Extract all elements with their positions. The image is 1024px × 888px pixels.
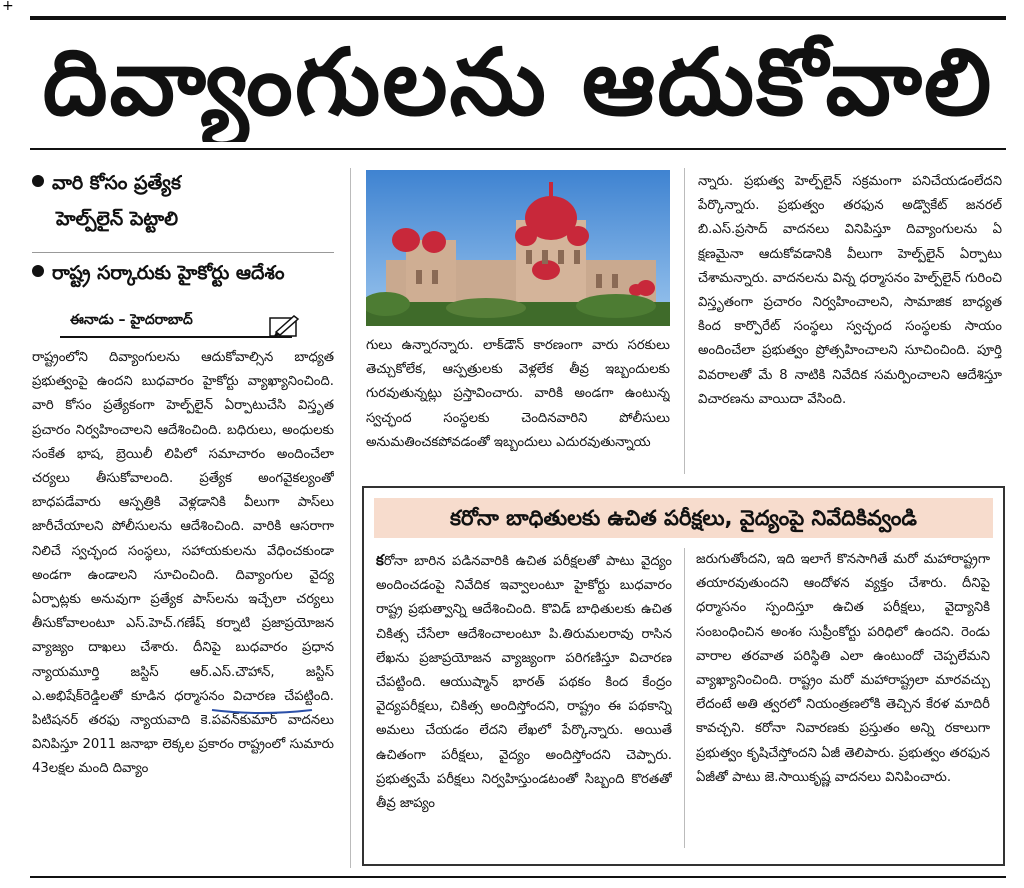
bullet-dot: [32, 265, 44, 277]
top-rule: [30, 16, 1006, 20]
bullet-divider: [32, 252, 334, 253]
bullet-1: [32, 172, 181, 199]
article-column-2: [366, 334, 670, 474]
sub-article-title: కరోనా బాధితులకు ఉచిత పరీక్షలు, వైద్యంపై నివేదికివ్వండి: [374, 498, 993, 538]
bullet-1-cont-text: హెల్ప్‌లైన్ పెట్టాలి: [56, 208, 179, 230]
pen-icon: [268, 314, 302, 338]
crop-mark: +: [2, 0, 14, 14]
sub-article-box: [362, 486, 1005, 866]
byline-underline: [60, 336, 292, 338]
sub-article-column-1-text: [376, 548, 672, 816]
sub-article-column-2-text: జరుగుతోందని, ఇది ఇలాగే కొనసాగితే మరో మహారాష్ట్రగా తయారవుతుందని ఆందోళన వ్యక్తం చేశారు. దీనిపై ధర్మాసనం స్పందిస్తూ ఉచిత పరీక్షలు, వైద్యానికి సంబంధించిన అంశం సుప్రీంకోర్టు పరిధిలో ఉందని. రెండు వారాల తరవాత పరిస్థితి ఎలా ఉంటుందో చెప్పలేమని వ్యాఖ్యానించింది. రాష్ట్రం మరో మహారాష్ట్రలా మారవచ్చు లేదంటే అతి త్వరలో నియంత్రణలోకి తెచ్చిన కేరళ మాదిరీ కావచ్చని. కరోనా నివారణకు ప్రస్తుతం అన్ని రకాలుగా ప్రభుత్వం కృషిచేస్తోందని ఏజీ తెలిపారు. ప్రభుత్వం తరఫున ఏజీతో పాటు జె.సాయికృష్ణ వాదనలు వినిపించారు.: [696, 552, 990, 785]
bottom-rule: [30, 876, 1006, 878]
sub-article-column-1-body: రోనా బారిన పడినవారికి ఉచిత పరీక్షలతో పాటు వైద్యం అందించడంపై నివేదిక ఇవ్వాలంటూ హైకోర్టు బుధవారం రాష్ట్ర ప్రభుత్వాన్ని ఆదేశించింది. కొవిడ్ బాధితులకు ఉచిత చికిత్స చేసేలా ఆదేశించాలంటూ పి.తిరుమలరావు రాసిన లేఖను ప్రజాప్రయోజన వ్యాజ్యంగా పరిగణిస్తూ విచారణ చేపట్టింది. ఆయుష్మాన్ భారత్ పథకం కింద కేంద్రం వైద్యపరీక్షలు, చికిత్స అందిస్తోందని, రాష్ట్రం ఈ పథకాన్ని అమలు చేయడం లేదని లేఖలో పేర్కొన్నారు. అయితే ఉచితంగా పరీక్షలు, వైద్యం అందిస్తోందని చెప్పారు. ప్రభుత్వమే పరీక్షలు నిర్వహిస్తుండటంతో సిబ్బంది కొరతతో తీవ్ర జాప్యం: [376, 554, 672, 812]
sub-article-column-2: [696, 548, 990, 860]
bullet-2: [32, 262, 285, 289]
bullet-2-text: రాష్ట్ర సర్కారుకు హైకోర్టు ఆదేశం: [52, 262, 285, 284]
drop-cap: క: [376, 551, 384, 569]
article-column-3-text: న్నారు. ప్రభుత్వ హెల్ప్‌లైన్ సక్రమంగా పనిచేయడంలేదని పేర్కొన్నారు. ప్రభుత్వం తరఫున అడ్వొకేట్ జనరల్ బి.ఎస్.ప్రసాద్ వాదనలు వినిపిస్తూ దివ్యాంగులను ఏ క్షణమైనా ఆదుకోవడానికి వీలుగా హెల్ప్‌లైన్ ఏర్పాటు చేశామన్నారు. వాదనలను విన్న ధర్మాసనం హెల్ప్‌లైన్ గురించి విస్తృతంగా ప్రచారం నిర్వహించాలని, సామాజిక బాధ్యత కింద కార్పొరేట్ సంస్థలు స్వచ్ఛంద సంస్థలకు సాయం అందించేలా ప్రభుత్వం ప్రోత్సహించాలని సూచించింది. పూర్తి వివరాలతో మే 8 నాటికి నివేదిక సమర్పించాలని ఆదేశిస్తూ విచారణను వాయిదా వేసింది.: [698, 174, 1002, 407]
high-court-photo: [366, 170, 670, 326]
article-column-1-text: రాష్ట్రంలోని దివ్యాంగులను ఆదుకోవాల్సిన బాధ్యత ప్రభుత్వంపై ఉందని బుధవారం హైకోర్టు వ్యాఖ్యానించింది. వారి కోసం ప్రత్యేకంగా హెల్ప్‌లైన్ ఏర్పాటుచేసి విస్తృత ప్రచారం నిర్వహించాలని ఆదేశించింది. బధిరులు, అంధులకు సంకేత భాష, బ్రెయిలీ లిపిలో సమాచారం అందించేలా చర్యలు తీసుకోవాలంది. ప్రత్యేక అంగవైకల్యంతో బాధపడేవారు ఆస్పత్రికి వెళ్లడానికి వీలుగా పాస్‌లు జారీచేయాలని పోలీసులను ఆదేశించింది. వారికి ఆసరాగా నిలిచే స్వచ్ఛంద సంస్థలు, సహాయకులను వేధించకుండా అండగా ఉండాలని సూచించింది. దివ్యాంగుల వైద్య ఏర్పాట్లకు అనువుగా ప్రత్యేక పాస్‌లను ఇచ్చేలా చర్యలు తీసుకోవాలంటూ ఎస్.హెచ్.గణేష్ కర్నాటి ప్రజాప్రయోజన వ్యాజ్యం దాఖలు చేశారు. దీనిపై బుధవారం ప్రధాన న్యాయమూర్తి జస్టిస్ ఆర్.ఎస్.చౌహాన్, జస్టిస్ ఎ.అభిషేక్‌రెడ్డిలతో కూడిన ధర్మాసనం విచారణ చేపట్టింది. పిటిషనర్ తరఫు న్యాయవాది కె.పవన్‌కుమార్ వాదనలు వినిపిస్తూ 2011 జనాభా లెక్కల ప్రకారం రాష్ట్రంలో సుమారు 43లక్షల మంది దివ్యాం: [32, 350, 334, 777]
column-divider: [350, 168, 351, 868]
article-column-2-text: గులు ఉన్నారన్నారు. లాక్‌డౌన్ కారణంగా వారు సరకులు తెచ్చుకోలేక, ఆస్పత్రులకు వెళ్లలేక తీవ్ర ఇబ్బందులకు గురవుతున్నట్లు ప్రస్తావించారు. వారికి అండగా ఉంటున్న స్వచ్ఛంద సంస్థలకు చెందినవారిని పోలీసులు అనుమతించకపోవడంతో ఇబ్బందులు ఎదురవుతున్నాయ: [366, 338, 670, 450]
article-column-3: [698, 170, 1002, 474]
bullet-1-continued: [56, 208, 178, 235]
bullet-dot: [32, 175, 44, 187]
column-divider: [684, 168, 685, 474]
bullet-1-text: వారి కోసం ప్రత్యేక: [52, 172, 181, 194]
page-headline: దివ్యాంగులను ఆదుకోవాలి: [42, 29, 994, 136]
article-column-1: [32, 346, 334, 870]
sub-article-column-1: [376, 548, 672, 860]
byline: ఈనాడు – హైదరాబాద్: [70, 312, 193, 328]
headline-rule: [30, 148, 1006, 150]
column-divider: [684, 548, 685, 848]
handwritten-underline: [210, 706, 314, 716]
